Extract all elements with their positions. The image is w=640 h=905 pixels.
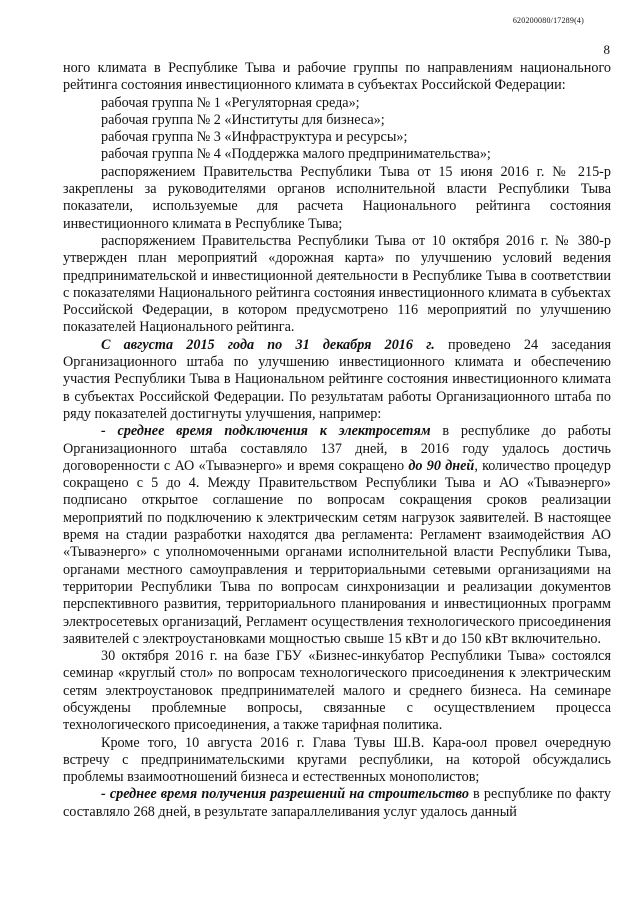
electricity-text-a: в республике до работы Организационного штаба составляло 137 дней, в 2016 году удалось достичь договоренности с АО «Тываэнерго» и время сокращено [63,423,611,474]
document-body [63,60,611,821]
paragraph-order-380: распоряжением Правительства Республики Тыва от 10 октября 2016 г. № 380-р утвержден план мероприятий «дорожная карта» по улучшению условий ведения предпринимательской и инвестиционной деятельности в Республике Тыва в соответствии с показателями Национального рейтинга состояния инвестиционного климата в субъектах Российской Федерации, в котором предусмотрено 116 мероприятий по улучшению показателей Национального рейтинга. [63,232,611,336]
electricity-days-emphasis: до 90 дней [408,457,475,474]
paragraph-meetings-text: проведено 24 заседания Организационного штаба по улучшению инвестиционного климата и обеспечению участия Республики Тыва в Национальном рейтинге состояния инвестиционного климата в субъектах Российской Федерации. По результатам работы Организационного штаба по ряду показателей достигнуты улучшения, например: [63,336,611,422]
electricity-text-b: , количество процедур сокращено с 5 до 4. Между Правительством Республики Тыва и АО «Тываэнерго» подписано открытое соглашение по вопросам сокращения сроков реализации мероприятий по подключению к электрическим сетям нагрузок заявителей. В настоящее время на стадии разработки находятся два регламента: Регламент взаимодействия АО «Тываэнерго» с уполномоченными органами исполнительной власти Республики Тыва, органами местного самоуправления и территориальными сетевыми организациями на территории Республики Тыва по вопросам синхронизации и реализации документов перспективного развития, территориального планирования и инвестиционных программ электросетевых организаций, Регламент осуществления технологического присоединения заявителей с электроустановками мощностью свыше 15 кВт и до 150 кВт включительно. [63,457,611,647]
period-emphasis: С августа 2015 года по 31 декабря 2016 г. [101,336,435,353]
paragraph-order-215: распоряжением Правительства Республики Тыва от 15 июня 2016 г. № 215-р закреплены за руководителями органов исполнительной власти Республики Тыва показатели, используемые для расчета Национального рейтинга состояния инвестиционного климата в Республике Тыва; [63,163,611,232]
paragraph-seminar: 30 октября 2016 г. на базе ГБУ «Бизнес-инкубатор Республики Тыва» состоялся семинар «круглый стол» по вопросам технологического присоединения к электрическим сетям электроустановок предпринимателей малого и среднего бизнеса. На семинаре обсуждены проблемные вопросы, связанные с осуществлением процесса технологического присоединения, а также тарифная политика. [63,648,611,734]
list-item-working-group-4: рабочая группа № 4 «Поддержка малого предпринимательства»; [101,146,491,163]
list-item-working-group-2: рабочая группа № 2 «Институты для бизнеса»; [101,111,385,128]
list-item-working-group-3: рабочая группа № 3 «Инфраструктура и ресурсы»; [101,129,408,146]
document-code: 620200080/17289(4) [512,16,584,25]
paragraph-meetings [63,337,611,423]
list-item-working-group-1: рабочая группа № 1 «Регуляторная среда»; [101,94,360,111]
electricity-emphasis: - среднее время подключения к электросетям [101,423,431,440]
paragraph-construction [63,786,611,821]
construction-text: в республике по факту составляло 268 дней, в результате запараллеливания услуг удалось данный [63,786,611,820]
paragraph-intro: ного климата в Республике Тыва и рабочие группы по направлениям национального рейтинга состояния инвестиционного климата в субъектах Российской Федерации: [63,60,611,94]
paragraph-meeting-head: Кроме того, 10 августа 2016 г. Глава Тувы Ш.В. Кара-оол провел очередную встречу с предпринимательскими кругами республики, на которой обсуждались проблемы взаимоотношений бизнеса и естественных монополистов; [63,734,611,786]
page-number: 8 [603,42,610,57]
paragraph-electricity [63,423,611,648]
construction-emphasis: - среднее время получения разрешений на строительство [101,786,469,803]
